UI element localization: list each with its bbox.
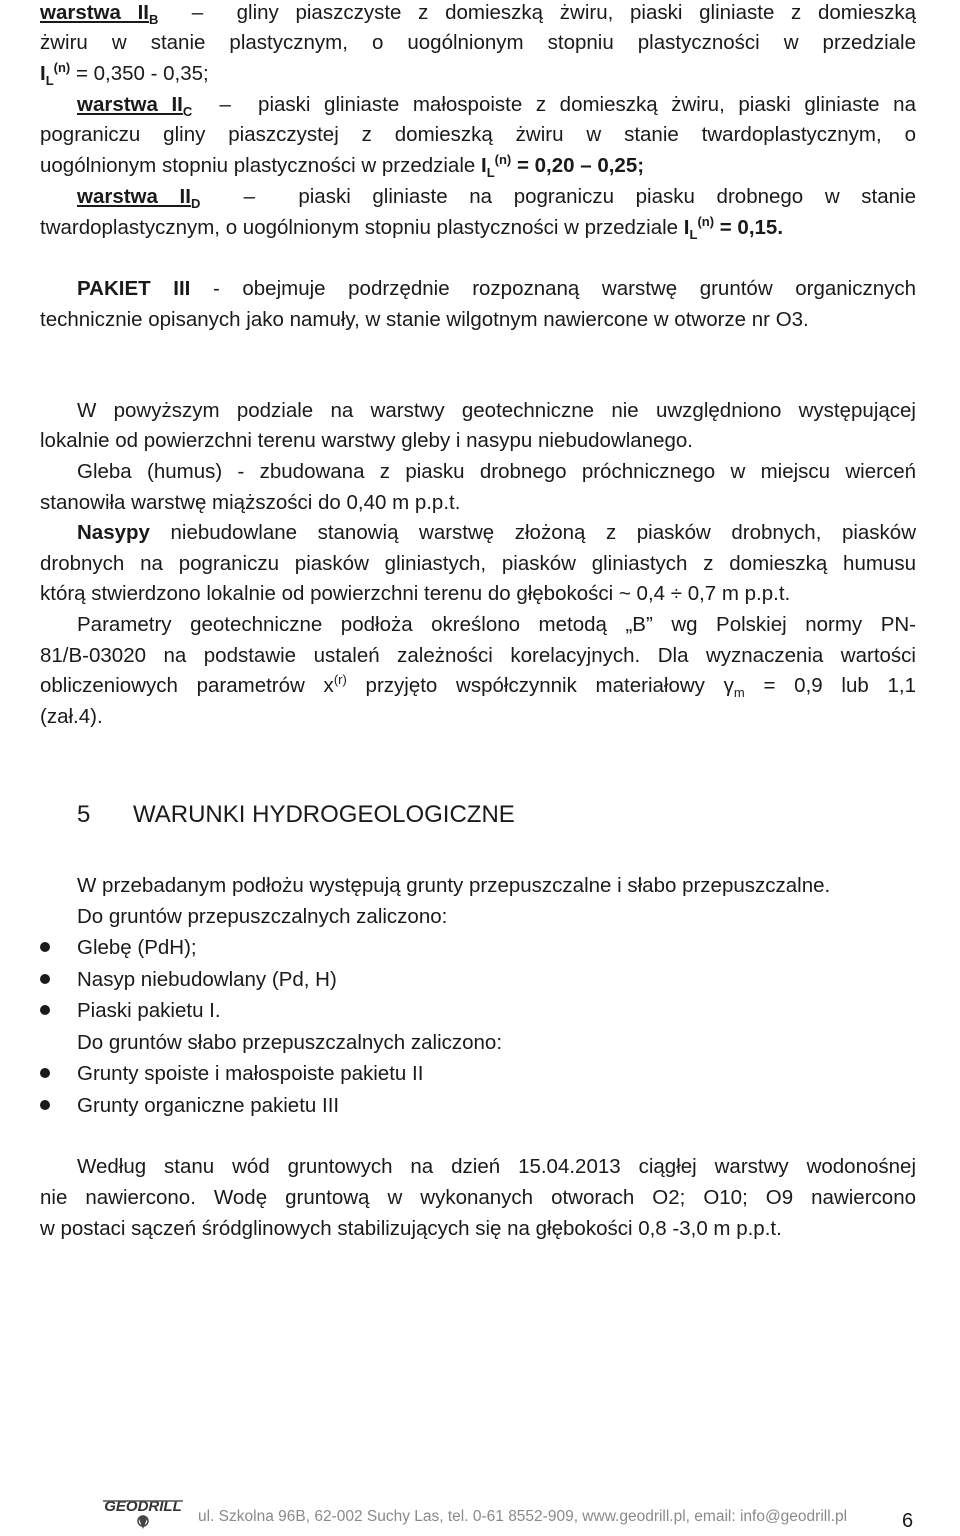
layer-d-line-2 (40, 215, 916, 241)
il-subscript: L (486, 165, 495, 181)
il-subscript: L (689, 227, 698, 243)
para-text: którą stwierdzono lokalnie od powierzchni terenu do głębokości ~ 0,4 ÷ 0,7 m p.p.t. (40, 582, 791, 605)
logo-text: GEODRILL (104, 1498, 182, 1515)
para-text: w postaci sączeń śródglinowych stabilizujących się na głębokości 0,8 -3,0 m p.p.t. (40, 1217, 782, 1240)
list-item-text: Nasyp niebudowlany (Pd, H) (77, 968, 337, 991)
page-number: 6 (902, 1510, 914, 1532)
pakiet-text-1: - obejmuje podrzędnie rozpoznaną warstwę gruntów organicznych (212, 277, 917, 300)
para-line-1 (77, 398, 916, 424)
para-text: (zał.4). (40, 705, 103, 728)
para-text: stanowiła warstwę miąższości do 0,40 m p.p.t. (40, 491, 461, 514)
section-title: WARUNKI HYDROGEOLOGICZNE (133, 801, 515, 828)
para-line-8 (77, 612, 916, 638)
para-line-4 (40, 490, 916, 516)
layer-c-subscript: C (182, 104, 193, 120)
para-line-5 (77, 520, 916, 546)
bullet-icon (40, 942, 50, 952)
list-item-text: Grunty organiczne pakietu III (77, 1094, 340, 1117)
subscript-m: m (733, 685, 745, 701)
water-line-3 (40, 1216, 916, 1242)
superscript-r: (r) (333, 672, 347, 688)
il-symbol: I (683, 216, 690, 239)
para-text: 81/B-03020 na podstawie ustaleń zależności korelacyjnych. Dla wyznaczenia wartości (40, 644, 916, 667)
list-item-text: Grunty spoiste i małospoiste pakietu II (77, 1062, 424, 1085)
para-text: Gleba (humus) - zbudowana z piasku drobnego próchnicznego w miejscu wierceń (77, 460, 916, 483)
water-line-1 (77, 1154, 916, 1180)
footer-address: ul. Szkolna 96B, 62-002 Suchy Las, tel. 0-61 8552-909, www.geodrill.pl, email: info@geodrill.pl (198, 1508, 848, 1525)
layer-d-label: warstwa II (77, 185, 191, 208)
list-item (77, 998, 916, 1024)
para-line-7 (40, 581, 916, 607)
para-line-6 (40, 551, 916, 577)
hydro-intro (77, 873, 916, 899)
bullet-icon (40, 1100, 50, 1110)
para-text: przyjęto współczynnik materiałowy γ (365, 674, 734, 697)
layer-c-line-3 (40, 153, 916, 179)
layer-b-line-2 (40, 30, 916, 56)
list-item (77, 1061, 916, 1087)
para-text: Parametry geotechniczne podłoża określono metodą „B” wg Polskiej normy PN- (77, 613, 916, 636)
pakiet-line-2 (40, 307, 916, 333)
il-symbol: I (40, 62, 46, 85)
section-number: 5 (77, 801, 91, 828)
para-text: Do gruntów przepuszczalnych zaliczono: (77, 905, 448, 928)
perm-heading (77, 904, 916, 930)
geodrill-logo-icon (97, 1495, 189, 1531)
il-symbol: I (481, 154, 487, 177)
para-line-3 (77, 459, 916, 485)
layer-d-text-2: twardoplastycznym, o uogólnionym stopniu plastyczności w przedziale (40, 216, 679, 239)
layer-b-label: warstwa II (40, 1, 149, 24)
layer-c-text-2: pograniczu gliny piaszczystej z domieszką żwiru w stanie twardoplastycznym, o (40, 123, 916, 146)
layer-c-line-2 (40, 122, 916, 148)
layer-d-subscript: D (190, 196, 201, 212)
layer-d-line-1: warstwa $II_D$ – piaski gliniaste na pograniczu piasku drobnego w stanie (77, 185, 916, 212)
layer-b-subscript: B (149, 12, 159, 28)
para-line-2 (40, 428, 916, 454)
layer-d-text-1: piaski gliniaste na pograniczu piasku drobnego w stanie (298, 185, 916, 208)
layer-c-range: = 0,20 – 0,25; (516, 154, 645, 177)
layer-c-label: warstwa II (77, 93, 183, 116)
pakiet-label: PAKIET III (77, 277, 191, 300)
geodrill-logo (97, 1495, 189, 1531)
para-text: drobnych na pograniczu piasków gliniastych, piasków gliniastych z domieszką humusu (40, 552, 916, 575)
para-text: W powyższym podziale na warstwy geotechniczne nie uwzględniono występującej (77, 399, 916, 422)
layer-c-line-1: warstwa $II_C$ – piaski gliniaste małospoiste z domieszką żwiru, piaski gliniaste na (77, 93, 916, 120)
bullet-icon (40, 1068, 50, 1078)
para-text: = 0,9 lub 1,1 (763, 674, 916, 697)
para-line-11 (40, 704, 916, 730)
layer-b-line-3 (40, 61, 916, 87)
para-line-10 (40, 673, 916, 699)
water-line-2 (40, 1185, 916, 1211)
pakiet-line-1 (77, 276, 916, 302)
il-subscript: L (45, 73, 54, 89)
layer-c-text-1: piaski gliniaste małospoiste z domieszką żwiru, piaski gliniaste na (258, 93, 916, 116)
bullet-icon (40, 974, 50, 984)
il-superscript: (n) (53, 60, 71, 76)
para-text: W przebadanym podłożu występują grunty przepuszczalne i słabo przepuszczalne. (77, 874, 831, 897)
layer-b-text-2: żwiru w stanie plastycznym, o uogólnionym stopniu plastyczności w przedziale (40, 31, 916, 54)
il-superscript: (n) (494, 152, 512, 168)
list-item (77, 935, 916, 961)
pakiet-text-2: technicznie opisanych jako namuły, w stanie wilgotnym nawiercone w otworze nr O3. (40, 308, 809, 331)
il-superscript: (n) (697, 214, 715, 230)
para-text: nie nawiercono. Wodę gruntową w wykonanych otworach O2; O10; O9 nawiercono (40, 1186, 916, 1209)
layer-b-line-1: warstwa $II_B$ – gliny piaszczyste z domieszką żwiru, piaski gliniaste z domieszką (40, 1, 916, 28)
list-item (77, 1093, 916, 1119)
layer-b-text-3: = 0,350 - 0,35; (75, 62, 209, 85)
list-item-text: Glebę (PdH); (77, 936, 197, 959)
nasypy-label: Nasypy (77, 521, 150, 544)
para-text: Do gruntów słabo przepuszczalnych zaliczono: (77, 1031, 503, 1054)
list-item-text: Piaski pakietu I. (77, 999, 221, 1022)
layer-c-text-3: uogólnionym stopniu plastyczności w przedziale (40, 154, 476, 177)
list-item (77, 967, 916, 993)
bullet-icon (40, 1005, 50, 1015)
layer-b-text-1: gliny piaszczyste z domieszką żwiru, piaski gliniaste z domieszką (236, 1, 916, 24)
semi-heading (77, 1030, 916, 1056)
layer-d-range: = 0,15. (719, 216, 784, 239)
para-line-9 (40, 643, 916, 669)
para-text: niebudowlane stanowią warstwę złożoną z piasków drobnych, piasków (170, 521, 917, 544)
para-text: obliczeniowych parametrów x (40, 674, 334, 697)
para-text: lokalnie od powierzchni terenu warstwy gleby i nasypu niebudowlanego. (40, 429, 693, 452)
section-heading (77, 800, 515, 830)
para-text: Według stanu wód gruntowych na dzień 15.04.2013 ciągłej warstwy wodonośnej (77, 1155, 916, 1178)
